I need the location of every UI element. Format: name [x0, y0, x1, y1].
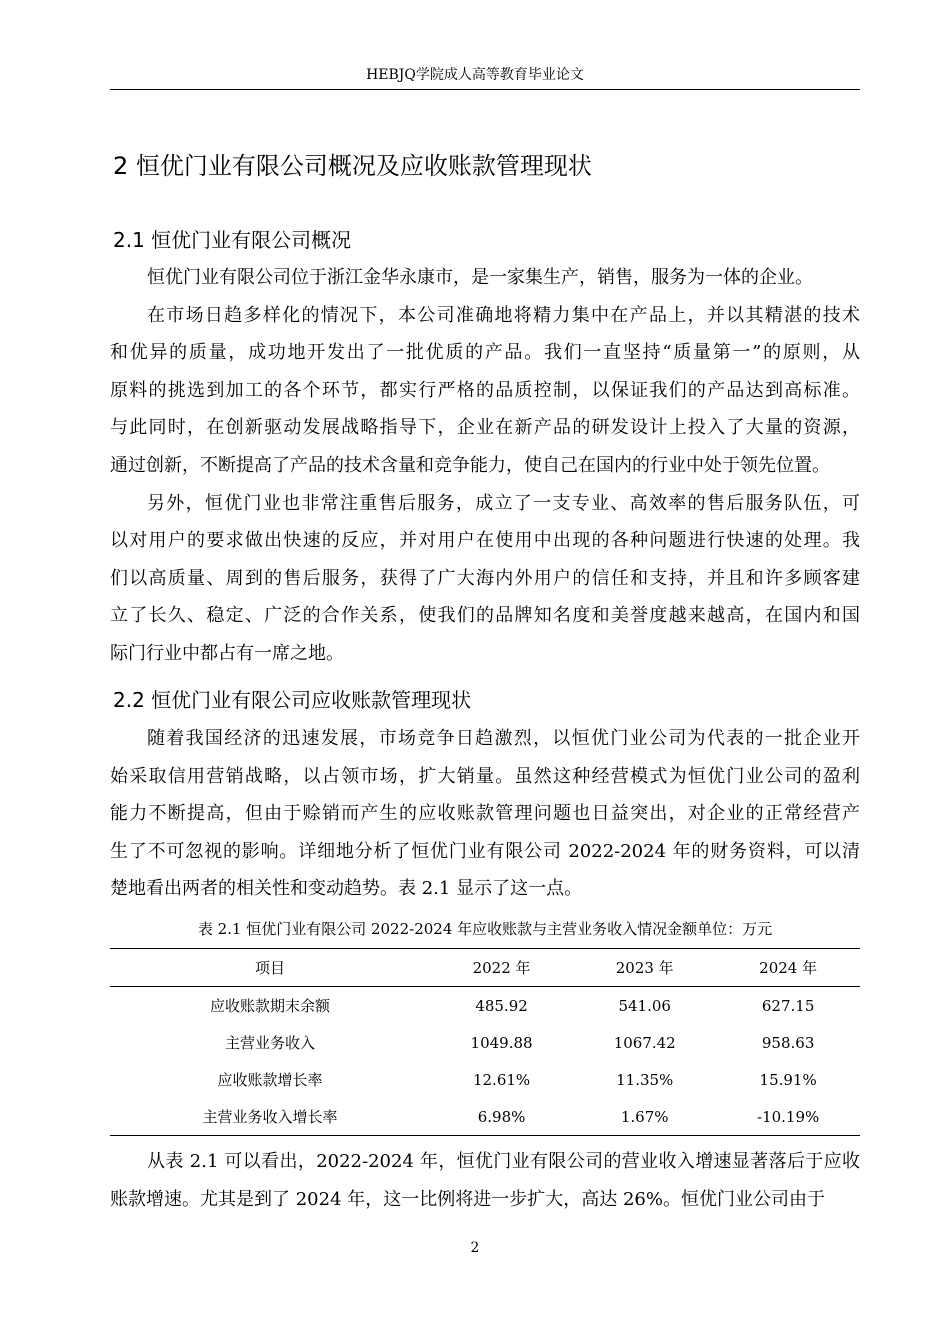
cell-value: 541.06 — [618, 996, 671, 1015]
text-line: 账款增速。尤其是到了 2024 年，这一比例将进一步扩大，高达 26%。恒优门业公司由于 — [110, 1188, 825, 1210]
text-line: 楚地看出两者的相关性和变动趋势。表 2.1 显示了这一点。 — [110, 878, 583, 900]
text-line: 以对用户的要求做出快速的反应，并对用户在使用中出现的各种问题进行快速的处理。我 — [110, 530, 860, 552]
table-header-row — [110, 949, 860, 987]
text-line: 们以高质量、周到的售后服务，获得了广大海内外用户的信任和支持，并且和许多顾客建 — [110, 567, 860, 589]
data-table — [110, 948, 860, 1136]
text-line: 始采取信用营销战略，以占领市场，扩大销量。虽然这种经营模式为恒优门业公司的盈利 — [110, 765, 860, 787]
cell-value: 11.35% — [616, 1070, 674, 1089]
table-row — [110, 1061, 860, 1098]
cell-value: 627.15 — [761, 996, 815, 1015]
text-line: 另外，恒优门业也非常注重售后服务，成立了一支专业、高效率的售后服务队伍，可 — [147, 492, 860, 514]
column-header: 项目 — [254, 959, 285, 977]
table-row — [110, 1024, 860, 1061]
text-line: 和优异的质量，成功地开发出了一批优质的产品。我们一直坚持“质量第一”的原则，从 — [110, 342, 860, 364]
cell-value: 1049.88 — [470, 1033, 533, 1052]
text-line: 随着我国经济的迅速发展，市场竞争日趋激烈，以恒优门业公司为代表的一批企业开 — [147, 728, 860, 749]
table-caption: 表 2.1 恒优门业有限公司 2022-2024 年应收账款与主营业务收入情况金额单位：万元 — [197, 920, 773, 938]
row-label: 主营业务收入 — [224, 1034, 315, 1052]
text-line: 恒优门业有限公司位于浙江金华永康市，是一家集生产，销售，服务为一体的企业。 — [147, 267, 813, 288]
section-2-1-title: 2.1 恒优门业有限公司概况 — [113, 228, 352, 252]
section-2-2-title: 2.2 恒优门业有限公司应收账款管理现状 — [113, 688, 472, 712]
text-line: 际门行业中都占有一席之地。 — [110, 642, 344, 664]
text-line: 原料的挑选到加工的各个环节，都实行严格的品质控制，以保证我们的产品达到高标准。 — [110, 379, 860, 401]
cell-value: 15.91% — [759, 1070, 817, 1089]
after-table-body — [110, 1143, 860, 1218]
row-label: 应收账款期末余额 — [209, 997, 330, 1015]
page-number: 2 — [470, 1240, 480, 1256]
cell-value: 1067.42 — [613, 1033, 676, 1052]
section-2-2-body — [110, 720, 860, 908]
text-line: 通过创新，不断提高了产品的技术含量和竞争能力，使自己在国内的行业中处于领先位置。 — [110, 454, 830, 476]
cell-value: -10.19% — [757, 1107, 820, 1126]
text-line: 能力不断提高，但由于赊销而产生的应收账款管理问题也日益突出，对企业的正常经营产 — [110, 803, 860, 825]
text-line: 与此同时，在创新驱动发展战略指导下，企业在新产品的研发设计上投入了大量的资源， — [110, 417, 860, 439]
section-2-1-body — [110, 259, 860, 673]
column-header: 2023 年 — [615, 959, 674, 977]
header-rule — [110, 89, 860, 90]
row-label: 主营业务收入增长率 — [202, 1108, 338, 1126]
text-line: 从表 2.1 可以看出，2022-2024 年，恒优门业有限公司的营业收入增速显著落后于应收 — [147, 1151, 860, 1172]
cell-value: 485.92 — [475, 996, 528, 1015]
column-header: 2024 年 — [759, 959, 818, 977]
page-header: HEBJQ学院成人高等教育毕业论文 — [366, 67, 584, 83]
cell-value: 6.98% — [477, 1107, 526, 1126]
text-line: 在市场日趋多样化的情况下，本公司准确地将精力集中在产品上，并以其精湛的技术 — [147, 304, 860, 326]
chapter-title: 2 恒优门业有限公司概况及应收账款管理现状 — [113, 152, 592, 180]
text-line: 立了长久、稳定、广泛的合作关系，使我们的品牌知名度和美誉度越来越高，在国内和国 — [110, 605, 860, 627]
column-header: 2022 年 — [472, 959, 531, 977]
table-row — [110, 987, 860, 1025]
cell-value: 1.67% — [620, 1107, 669, 1126]
table-row — [110, 1098, 860, 1136]
cell-value: 958.63 — [761, 1033, 815, 1052]
text-line: 生了不可忽视的影响。详细地分析了恒优门业有限公司 2022-2024 年的财务资料，可以清 — [110, 840, 860, 862]
cell-value: 12.61% — [472, 1070, 531, 1089]
row-label: 应收账款增长率 — [217, 1071, 323, 1089]
